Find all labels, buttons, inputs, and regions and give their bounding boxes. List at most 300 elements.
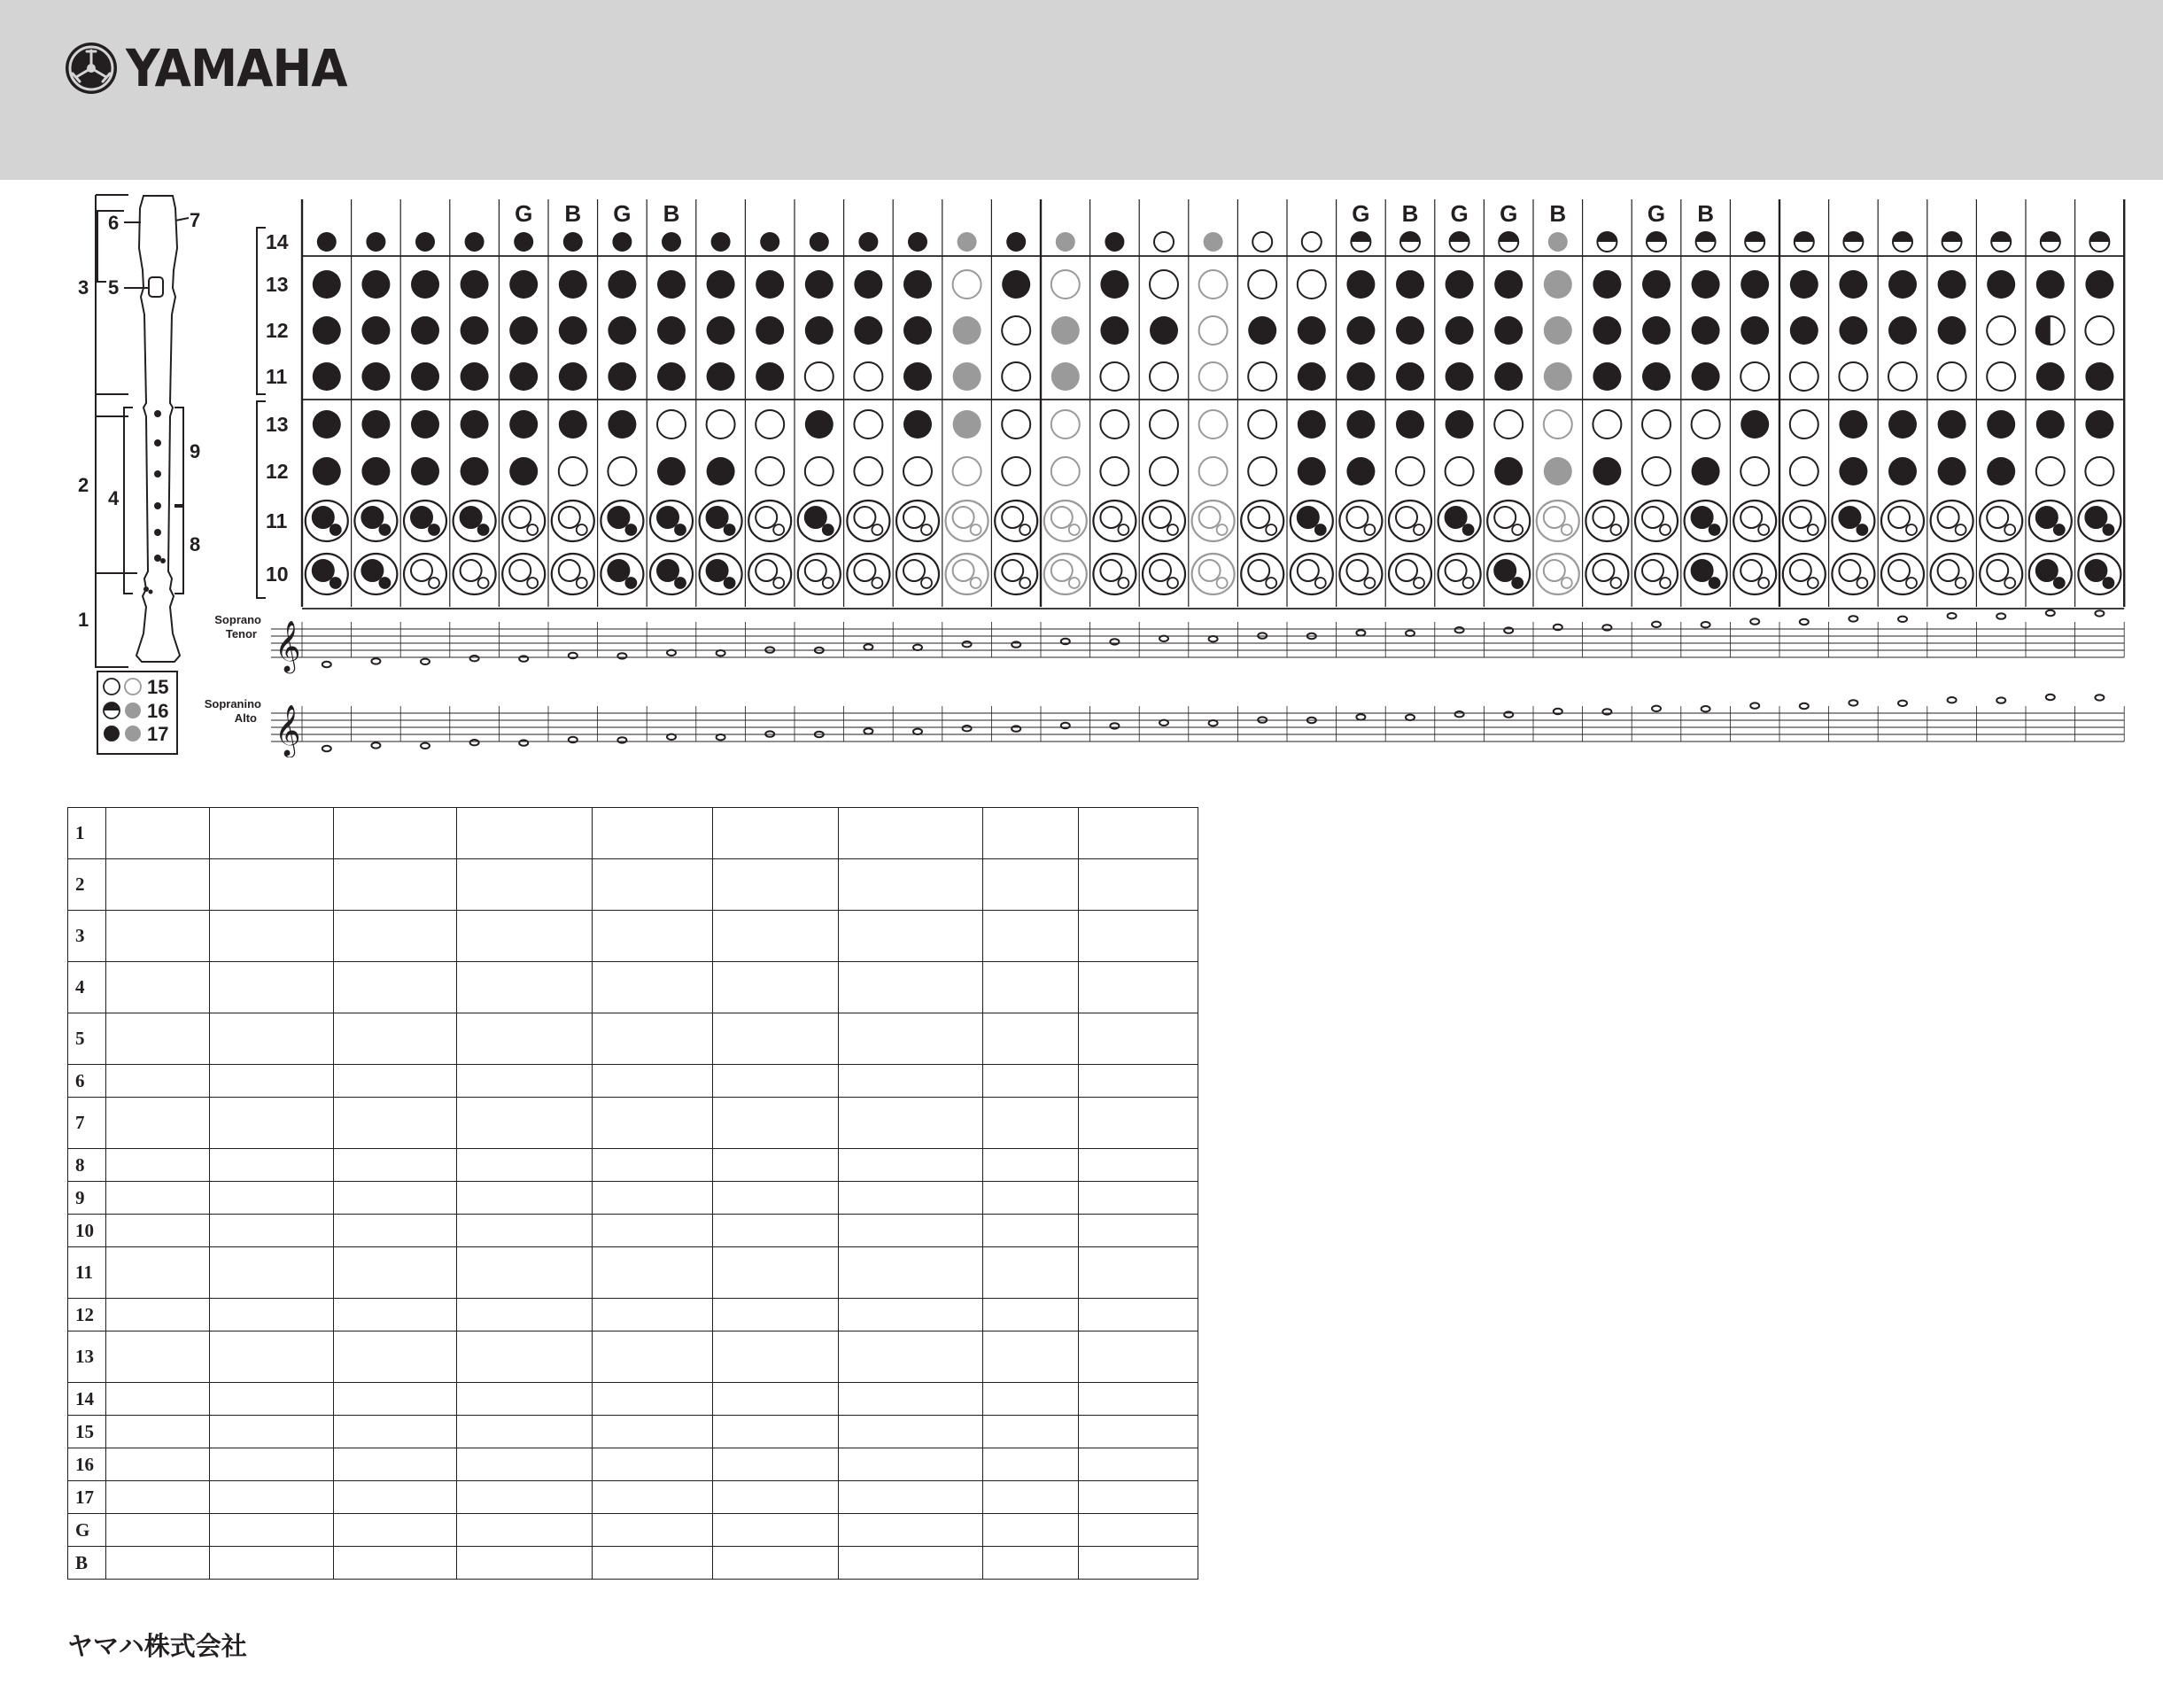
closed-hole	[608, 362, 636, 391]
company-name: ヤマハ株式会社	[67, 1631, 247, 1661]
open-hole	[1593, 410, 1621, 439]
header-band	[0, 0, 2163, 180]
parts-cell	[1079, 1331, 1198, 1383]
open-hole	[1987, 362, 2015, 391]
row-label-6: 11	[266, 509, 288, 532]
parts-cell	[1079, 1098, 1198, 1149]
closed-hole	[465, 232, 485, 252]
note-head	[2095, 695, 2104, 700]
finger-hole-small	[160, 558, 166, 563]
double-hole-small	[1364, 524, 1375, 535]
closed-hole	[559, 362, 587, 391]
parts-cell	[210, 1299, 334, 1331]
note-head	[322, 746, 331, 751]
closed-hole	[1938, 457, 1966, 485]
parts-table	[67, 807, 1198, 1580]
finger-hole-5	[154, 555, 161, 562]
open-hole	[953, 270, 981, 299]
double-hole-small	[1562, 578, 1572, 588]
parts-cell	[713, 1331, 839, 1383]
open-hole	[1790, 457, 1818, 485]
parts-cell	[334, 1182, 457, 1215]
closed-hole	[1446, 316, 1474, 345]
double-hole-small	[675, 578, 686, 588]
closed-hole	[1446, 270, 1474, 299]
closed-hole	[1446, 410, 1474, 439]
open-hole	[1150, 457, 1178, 485]
closed-hole	[313, 270, 341, 299]
double-hole-small	[1315, 578, 1326, 588]
double-hole-small	[971, 524, 981, 535]
open-hole	[805, 457, 833, 485]
double-hole-large	[1346, 507, 1368, 528]
double-hole-small	[675, 524, 686, 535]
double-hole-small	[2103, 524, 2113, 535]
double-hole-small	[527, 578, 538, 588]
half-hole-fill	[1647, 232, 1666, 242]
part-label-8: 8	[190, 533, 201, 555]
part-label-3: 3	[78, 276, 89, 299]
parts-cell	[334, 1383, 457, 1416]
bracket-4	[124, 408, 133, 594]
note-head	[1406, 631, 1415, 636]
double-hole-small	[379, 578, 390, 588]
closed-hole	[415, 232, 435, 252]
double-hole-small	[1463, 578, 1474, 588]
parts-cell	[839, 1547, 983, 1580]
half-hole-fill	[1696, 232, 1716, 242]
closed-hole	[2036, 270, 2065, 299]
gray-hole-icon	[125, 703, 141, 718]
closed-hole	[2085, 410, 2113, 439]
open-hole	[1100, 410, 1128, 439]
double-hole-large	[1987, 560, 2008, 581]
double-hole-small	[625, 524, 636, 535]
closed-hole	[903, 316, 932, 345]
closed-hole	[1692, 362, 1720, 391]
parts-cell	[334, 859, 457, 911]
closed-hole	[1593, 457, 1621, 485]
parts-cell	[713, 1547, 839, 1580]
closed-hole	[1298, 316, 1326, 345]
closed-hole	[657, 457, 686, 485]
parts-cell	[1079, 808, 1198, 859]
letter-marker-G: G	[1500, 200, 1518, 227]
parts-cell	[983, 1481, 1079, 1514]
closed-hole	[514, 232, 533, 252]
parts-table-row	[68, 1383, 1198, 1416]
closed-hole	[854, 270, 882, 299]
parts-cell	[334, 1547, 457, 1580]
open-hole	[1298, 270, 1326, 299]
double-hole-large	[411, 560, 432, 581]
open-hole	[608, 457, 636, 485]
double-hole-large	[1494, 507, 1516, 528]
closed-hole	[559, 410, 587, 439]
double-hole-small	[1512, 578, 1523, 588]
parts-cell	[457, 808, 593, 859]
double-hole-large	[1346, 560, 1368, 581]
closed-hole	[509, 410, 538, 439]
gray-hole	[1544, 457, 1572, 485]
parts-cell	[839, 1098, 983, 1149]
open-hole	[1199, 270, 1228, 299]
closed-hole	[760, 232, 779, 252]
parts-row-number: 5	[68, 1013, 106, 1065]
parts-cell	[334, 1299, 457, 1331]
closed-hole-icon	[104, 726, 120, 741]
parts-cell	[593, 1182, 713, 1215]
note-head	[569, 653, 578, 658]
open-hole	[1494, 410, 1523, 439]
parts-table-row	[68, 1299, 1198, 1331]
closed-hole	[361, 457, 390, 485]
double-hole-small	[1315, 524, 1326, 535]
parts-cell	[593, 1149, 713, 1182]
note-head	[1948, 697, 1957, 703]
double-hole-large	[1494, 560, 1516, 581]
double-hole-large	[953, 507, 974, 528]
brand-logo	[64, 37, 366, 99]
open-hole	[707, 410, 735, 439]
double-hole-small	[1808, 524, 1818, 535]
double-hole-small	[1167, 578, 1178, 588]
double-hole-large	[1938, 507, 1959, 528]
double-hole-large	[1938, 560, 1959, 581]
double-hole-large	[1544, 507, 1565, 528]
closed-hole	[509, 270, 538, 299]
parts-cell	[457, 1247, 593, 1299]
letter-marker-B: B	[564, 200, 582, 227]
half-hole-fill	[1795, 232, 1814, 242]
note-head	[1504, 627, 1513, 633]
gray-hole	[953, 362, 981, 391]
double-hole-small	[1906, 524, 1917, 535]
parts-cell	[334, 1098, 457, 1149]
open-hole	[1248, 362, 1276, 391]
note-head	[1898, 701, 1907, 706]
closed-hole	[509, 457, 538, 485]
parts-cell	[593, 1247, 713, 1299]
closed-hole	[361, 270, 390, 299]
double-hole-large	[1396, 560, 1417, 581]
fingering-grid	[257, 199, 2124, 609]
parts-cell	[457, 1149, 593, 1182]
open-hole	[1199, 410, 1228, 439]
closed-hole	[854, 316, 882, 345]
parts-row-number: 4	[68, 962, 106, 1013]
parts-row-number: B	[68, 1547, 106, 1580]
closed-hole	[411, 410, 439, 439]
parts-row-number: 6	[68, 1065, 106, 1098]
parts-cell	[593, 1065, 713, 1098]
closed-hole	[1839, 316, 1867, 345]
parts-cell	[106, 911, 210, 962]
parts-cell	[457, 911, 593, 962]
double-hole-large	[1642, 507, 1663, 528]
parts-cell	[983, 859, 1079, 911]
parts-row-number: 9	[68, 1182, 106, 1215]
parts-cell	[106, 1098, 210, 1149]
note-head	[717, 734, 725, 740]
note-head	[1996, 697, 2005, 703]
parts-cell	[334, 1514, 457, 1547]
parts-row-number: 15	[68, 1416, 106, 1448]
closed-hole	[1396, 270, 1424, 299]
windway	[149, 277, 163, 297]
parts-cell	[210, 1514, 334, 1547]
closed-hole	[1839, 410, 1867, 439]
closed-hole	[1494, 316, 1523, 345]
open-hole	[1002, 316, 1030, 345]
note-head	[1554, 625, 1562, 630]
double-hole-small	[2004, 524, 2015, 535]
double-hole-large	[805, 560, 826, 581]
parts-cell	[106, 1299, 210, 1331]
parts-cell	[839, 859, 983, 911]
staff-label-Sopranino: Sopranino	[204, 697, 261, 710]
parts-cell	[334, 1247, 457, 1299]
open-hole	[1252, 232, 1272, 252]
parts-cell	[457, 1065, 593, 1098]
parts-cell	[457, 962, 593, 1013]
closed-hole	[1105, 232, 1124, 252]
parts-cell	[983, 1514, 1079, 1547]
parts-cell	[1079, 1182, 1198, 1215]
parts-table-row	[68, 962, 1198, 1013]
parts-cell	[106, 1182, 210, 1215]
double-hole-small	[1217, 578, 1228, 588]
note-head	[1455, 627, 1464, 633]
double-hole-large	[2085, 560, 2106, 581]
brand-name: YAMAHA	[126, 38, 347, 98]
open-hole	[1642, 457, 1671, 485]
double-hole-large	[2036, 560, 2058, 581]
parts-cell	[839, 1331, 983, 1383]
closed-hole	[1938, 316, 1966, 345]
finger-hole-2	[154, 470, 161, 477]
parts-cell	[713, 1481, 839, 1514]
row-label-1: 13	[266, 273, 289, 296]
parts-cell	[839, 1299, 983, 1331]
parts-cell	[839, 1448, 983, 1481]
half-hole-fill	[1597, 232, 1616, 242]
parts-cell	[713, 808, 839, 859]
parts-cell	[210, 911, 334, 962]
parts-cell	[839, 1065, 983, 1098]
parts-cell	[593, 1215, 713, 1247]
double-hole-large	[1839, 507, 1860, 528]
parts-cell	[593, 1331, 713, 1383]
parts-cell	[713, 1182, 839, 1215]
half-hole-fill	[1400, 232, 1420, 242]
closed-hole	[559, 316, 587, 345]
double-hole-small	[2054, 524, 2065, 535]
note-head	[421, 659, 430, 664]
closed-hole	[313, 410, 341, 439]
closed-hole	[1790, 316, 1818, 345]
open-hole	[1248, 270, 1276, 299]
double-hole-small	[1660, 578, 1671, 588]
double-hole-small	[1610, 578, 1621, 588]
double-hole-large	[1446, 507, 1467, 528]
open-hole	[854, 457, 882, 485]
parts-cell	[593, 1416, 713, 1448]
note-head	[1898, 617, 1907, 622]
double-hole-small	[773, 578, 784, 588]
double-hole-small	[1956, 524, 1966, 535]
parts-cell	[983, 1547, 1079, 1580]
closed-hole	[707, 362, 735, 391]
closed-hole	[810, 232, 829, 252]
double-hole-large	[1248, 560, 1269, 581]
closed-hole	[1396, 362, 1424, 391]
closed-hole	[1642, 362, 1671, 391]
note-head	[667, 650, 676, 656]
note-head	[519, 740, 528, 745]
closed-hole	[608, 270, 636, 299]
gray-hole	[1056, 232, 1075, 252]
note-head	[864, 728, 872, 734]
parts-cell	[210, 1182, 334, 1215]
parts-cell	[210, 1481, 334, 1514]
double-hole-large	[1987, 507, 2008, 528]
note-head	[1849, 700, 1857, 705]
parts-table-row	[68, 911, 1198, 962]
parts-cell	[106, 962, 210, 1013]
parts-cell	[106, 1247, 210, 1299]
double-hole-large	[903, 507, 925, 528]
double-hole-large	[805, 507, 826, 528]
parts-cell	[106, 1331, 210, 1383]
parts-cell	[210, 1215, 334, 1247]
open-hole	[1302, 232, 1322, 252]
closed-hole	[1298, 457, 1326, 485]
closed-hole	[509, 316, 538, 345]
open-hole	[1642, 410, 1671, 439]
treble-clef-icon: 𝄞	[275, 705, 301, 755]
gray-hole	[1548, 232, 1568, 252]
open-hole	[1002, 410, 1030, 439]
parts-cell	[983, 808, 1079, 859]
closed-hole	[1446, 362, 1474, 391]
closed-hole	[1938, 410, 1966, 439]
parts-cell	[334, 1215, 457, 1247]
recorder-diagram	[78, 195, 200, 754]
double-hole-small	[429, 524, 439, 535]
closed-hole	[707, 457, 735, 485]
parts-cell	[457, 1013, 593, 1065]
note-head	[1948, 613, 1957, 618]
parts-cell	[334, 808, 457, 859]
double-hole-large	[1002, 507, 1023, 528]
parts-cell	[983, 1383, 1079, 1416]
open-hole	[1150, 410, 1178, 439]
parts-row-number: 17	[68, 1481, 106, 1514]
note-head	[963, 726, 972, 731]
open-hole	[903, 457, 932, 485]
parts-cell	[457, 1299, 593, 1331]
double-hole-large	[1150, 560, 1171, 581]
closed-hole	[1002, 270, 1030, 299]
finger-hole-1	[154, 439, 161, 446]
double-hole-large	[1593, 507, 1614, 528]
closed-hole	[461, 410, 489, 439]
gray-hole	[1544, 270, 1572, 299]
parts-cell	[1079, 1215, 1198, 1247]
double-hole-small	[1956, 578, 1966, 588]
double-hole-large	[1593, 560, 1614, 581]
double-hole-small	[823, 578, 833, 588]
parts-cell	[713, 1247, 839, 1299]
open-hole	[953, 457, 981, 485]
note-head	[1356, 630, 1365, 635]
parts-cell	[334, 1065, 457, 1098]
staff-label-Alto: Alto	[234, 711, 257, 725]
staff-label-Tenor: Tenor	[225, 627, 257, 640]
closed-hole	[707, 270, 735, 299]
open-hole-gray-icon	[125, 679, 141, 695]
parts-cell	[1079, 962, 1198, 1013]
closed-hole	[1740, 316, 1769, 345]
parts-table-row	[68, 1547, 1198, 1580]
double-hole-small	[1118, 524, 1128, 535]
recorder-outline	[136, 196, 180, 662]
closed-hole	[361, 316, 390, 345]
open-hole	[1987, 316, 2015, 345]
double-hole-large	[657, 507, 678, 528]
staff-label-Soprano: Soprano	[214, 613, 261, 626]
open-hole	[1199, 362, 1228, 391]
closed-hole	[461, 457, 489, 485]
note-head	[1406, 715, 1415, 720]
parts-cell	[839, 1383, 983, 1416]
open-hole-icon	[104, 679, 120, 695]
parts-cell	[713, 1383, 839, 1416]
parts-row-number: 8	[68, 1149, 106, 1182]
closed-hole	[1298, 410, 1326, 439]
parts-cell	[713, 1448, 839, 1481]
parts-cell	[1079, 911, 1198, 962]
parts-cell	[334, 962, 457, 1013]
open-hole	[1790, 410, 1818, 439]
double-hole-small	[773, 524, 784, 535]
note-head	[617, 653, 626, 658]
double-hole-small	[478, 524, 489, 535]
parts-cell	[1079, 1547, 1198, 1580]
double-hole-large	[1199, 560, 1221, 581]
double-hole-large	[1544, 560, 1565, 581]
open-hole	[1446, 457, 1474, 485]
double-hole-large	[657, 560, 678, 581]
gray-hole	[1051, 362, 1080, 391]
closed-hole	[756, 270, 784, 299]
note-head	[1602, 625, 1611, 630]
closed-hole	[1642, 270, 1671, 299]
bracket-9	[174, 408, 183, 505]
closed-hole	[1790, 270, 1818, 299]
parts-cell	[334, 1481, 457, 1514]
closed-gray-hole-icon	[125, 726, 141, 741]
parts-cell	[106, 1215, 210, 1247]
parts-cell	[839, 962, 983, 1013]
parts-cell	[457, 1098, 593, 1149]
double-hole-small	[1660, 524, 1671, 535]
double-hole-large	[559, 560, 580, 581]
note-head	[667, 734, 676, 740]
double-hole-large	[1790, 560, 1811, 581]
parts-cell	[983, 1182, 1079, 1215]
